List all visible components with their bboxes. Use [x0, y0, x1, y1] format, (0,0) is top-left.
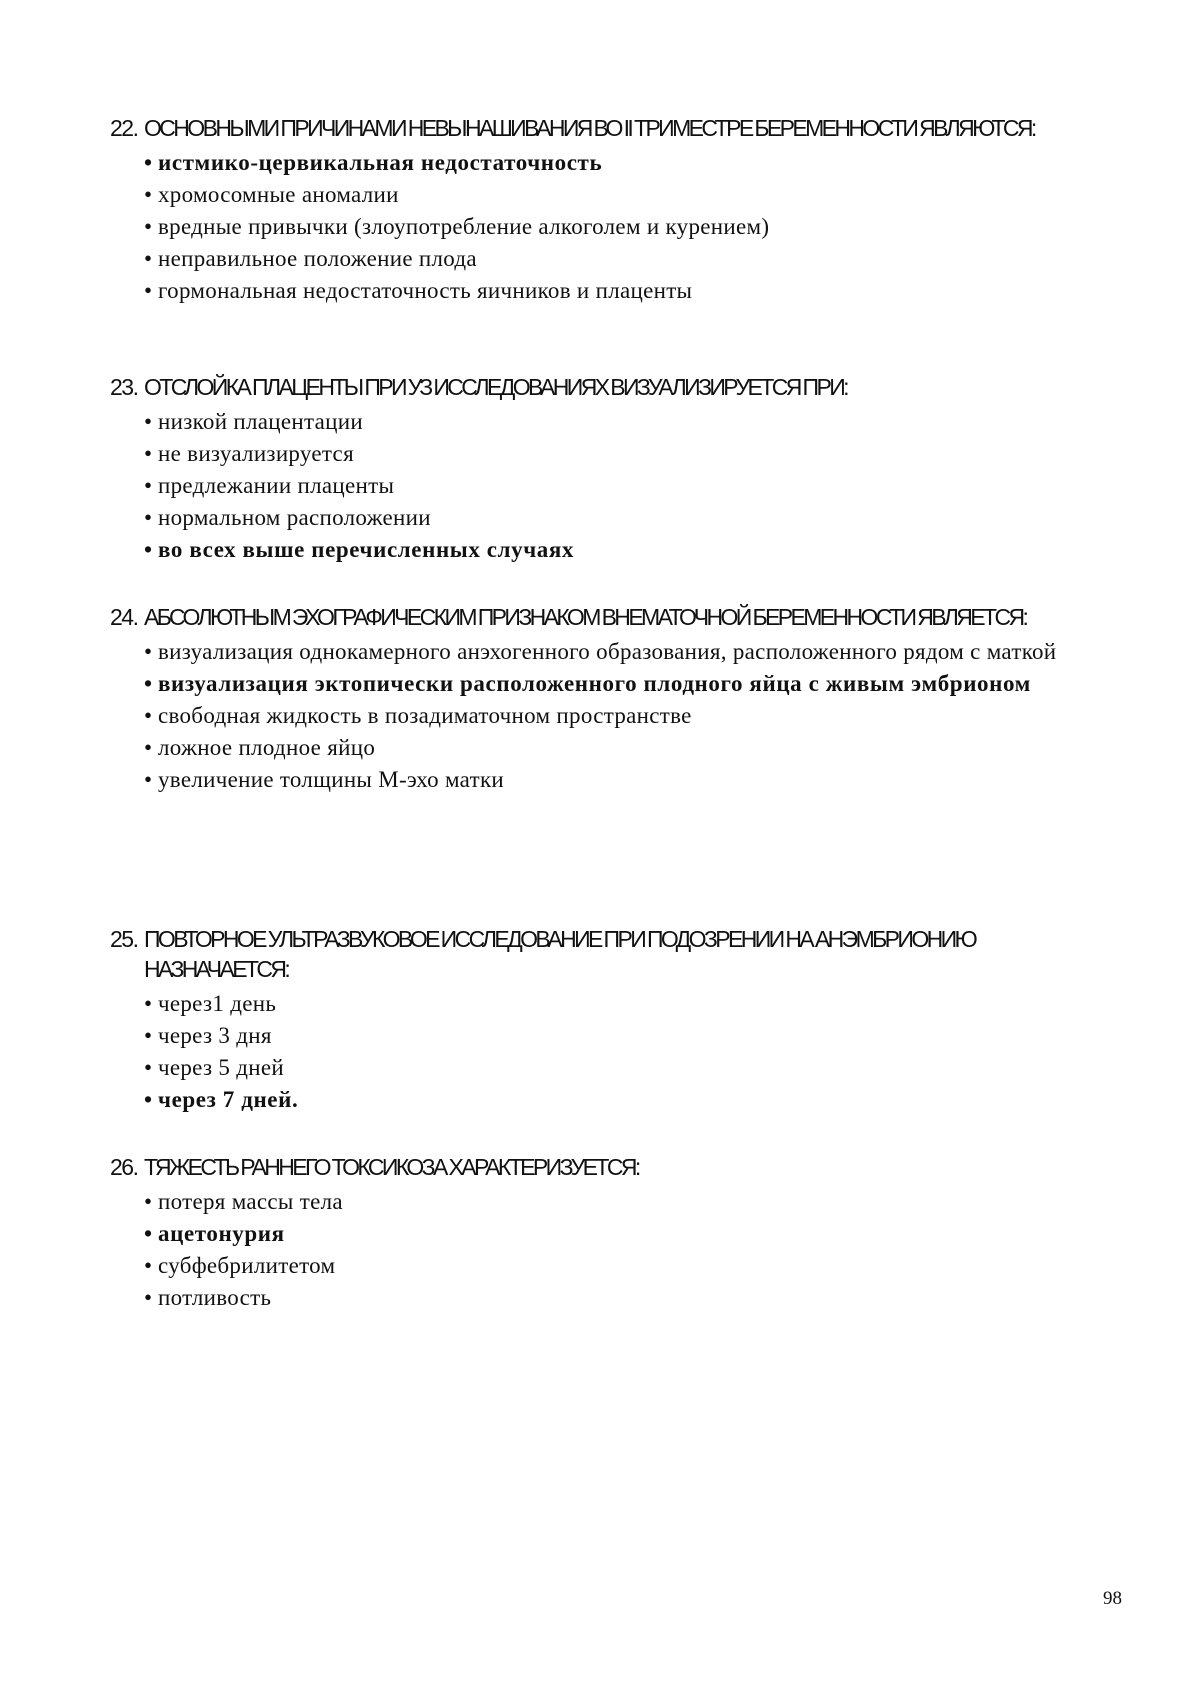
answer-option [144, 406, 1120, 438]
question-25 [110, 924, 1120, 1116]
answer-option [144, 1282, 1120, 1314]
answer-option [144, 470, 1120, 502]
page-number: 98 [1103, 1588, 1122, 1609]
question-24 [110, 602, 1120, 796]
question-number: 24. [110, 604, 138, 630]
question-number: 25. [110, 926, 138, 952]
bullet-icon: • [144, 182, 153, 207]
answer-text: через 3 дня [158, 1023, 272, 1048]
answer-text: вредные привычки (злоупотребление алкоголем и курением) [158, 214, 770, 239]
question-heading [110, 113, 1120, 143]
bullet-icon: • [144, 1055, 153, 1080]
answer-text: нормальном расположении [158, 505, 431, 530]
answer-option [144, 1186, 1120, 1218]
answer-text: потеря массы тела [158, 1189, 343, 1214]
bullet-icon: • [144, 150, 153, 175]
answer-option [144, 211, 1120, 243]
question-22 [110, 113, 1120, 307]
answer-option-correct [144, 147, 1120, 179]
question-23 [110, 372, 1120, 566]
bullet-icon: • [144, 537, 153, 562]
bullet-icon: • [144, 639, 153, 664]
question-number: 26. [110, 1154, 138, 1180]
question-text: ОСНОВНЫМИ ПРИЧИНАМИ НЕВЫНАШИВАНИЯ ВО II ТРИМЕСТРЕ БЕРЕМЕННОСТИ ЯВЛЯЮТСЯ: [144, 115, 1035, 141]
answer-text: гормональная недостаточность яичников и плаценты [158, 278, 693, 303]
answer-text: неправильное положение плода [158, 246, 477, 271]
answer-list [110, 147, 1120, 307]
answer-list [110, 1186, 1120, 1314]
answer-option [144, 438, 1120, 470]
question-text: АБСОЛЮТНЫМ ЭХОГРАФИЧЕСКИМ ПРИЗНАКОМ ВНЕМАТОЧНОЙ БЕРЕМЕННОСТИ ЯВЛЯЕТСЯ: [144, 604, 1027, 630]
bullet-icon: • [144, 671, 153, 696]
answer-option-correct [144, 1218, 1120, 1250]
bullet-icon: • [144, 1285, 153, 1310]
answer-option-correct [144, 668, 1120, 700]
question-text: ТЯЖЕСТЬ РАННЕГО ТОКСИКОЗА ХАРАКТЕРИЗУЕТСЯ: [144, 1154, 639, 1180]
answer-text: через 5 дней [158, 1055, 284, 1080]
bullet-icon: • [144, 735, 153, 760]
answer-text: визуализация однокамерного анэхогенного образования, расположенного рядом с маткой [158, 639, 1057, 664]
answer-text: через 7 дней. [158, 1087, 299, 1112]
answer-option [144, 502, 1120, 534]
bullet-icon: • [144, 1253, 153, 1278]
answer-text: хромосомные аномалии [158, 182, 399, 207]
bullet-icon: • [144, 441, 153, 466]
bullet-icon: • [144, 278, 153, 303]
answer-text: низкой плацентации [158, 409, 363, 434]
question-number: 23. [110, 374, 138, 400]
answer-list [110, 988, 1120, 1116]
answer-text: истмико-цервикальная недостаточность [158, 150, 603, 175]
answer-text: увеличение толщины М-эхо матки [158, 767, 505, 792]
answer-text: субфебрилитетом [158, 1253, 336, 1278]
answer-option [144, 732, 1120, 764]
bullet-icon: • [144, 1221, 153, 1246]
question-heading [110, 372, 1120, 402]
answer-text: не визуализируется [158, 441, 354, 466]
answer-option [144, 764, 1120, 796]
question-text: ОТСЛОЙКА ПЛАЦЕНТЫ ПРИ УЗ ИССЛЕДОВАНИЯХ ВИЗУАЛИЗИРУЕТСЯ ПРИ: [144, 374, 847, 400]
answer-list [110, 406, 1120, 566]
answer-option [144, 243, 1120, 275]
answer-text: потливость [158, 1285, 272, 1310]
bullet-icon: • [144, 473, 153, 498]
question-heading [110, 924, 1120, 984]
bullet-icon: • [144, 1189, 153, 1214]
question-heading [110, 1152, 1120, 1182]
bullet-icon: • [144, 246, 153, 271]
bullet-icon: • [144, 1023, 153, 1048]
answer-text: через1 день [158, 991, 277, 1016]
answer-option [144, 636, 1120, 668]
answer-text: предлежании плаценты [158, 473, 395, 498]
answer-text: ацетонурия [158, 1221, 285, 1246]
bullet-icon: • [144, 703, 153, 728]
answer-option [144, 1020, 1120, 1052]
answer-text: свободная жидкость в позадиматочном пространстве [158, 703, 692, 728]
bullet-icon: • [144, 214, 153, 239]
answer-option [144, 179, 1120, 211]
answer-text: визуализация эктопически расположенного плодного яйца с живым эмбрионом [158, 671, 1031, 696]
answer-option-correct [144, 534, 1120, 566]
bullet-icon: • [144, 409, 153, 434]
answer-text: ложное плодное яйцо [158, 735, 376, 760]
answer-option [144, 1250, 1120, 1282]
question-number: 22. [110, 115, 138, 141]
bullet-icon: • [144, 767, 153, 792]
answer-option [144, 1052, 1120, 1084]
answer-list [110, 636, 1120, 796]
answer-text: во всех выше перечисленных случаях [158, 537, 575, 562]
bullet-icon: • [144, 1087, 153, 1112]
question-26 [110, 1152, 1120, 1314]
question-heading [110, 602, 1120, 632]
bullet-icon: • [144, 505, 153, 530]
answer-option-correct [144, 1084, 1120, 1116]
answer-option [144, 988, 1120, 1020]
bullet-icon: • [144, 991, 153, 1016]
answer-option [144, 275, 1120, 307]
question-text: ПОВТОРНОЕ УЛЬТРАЗВУКОВОЕ ИССЛЕДОВАНИЕ ПРИ ПОДОЗРЕНИИ НА АНЭМБРИОНИЮ НАЗНАЧАЕТСЯ: [144, 926, 976, 982]
answer-option [144, 700, 1120, 732]
